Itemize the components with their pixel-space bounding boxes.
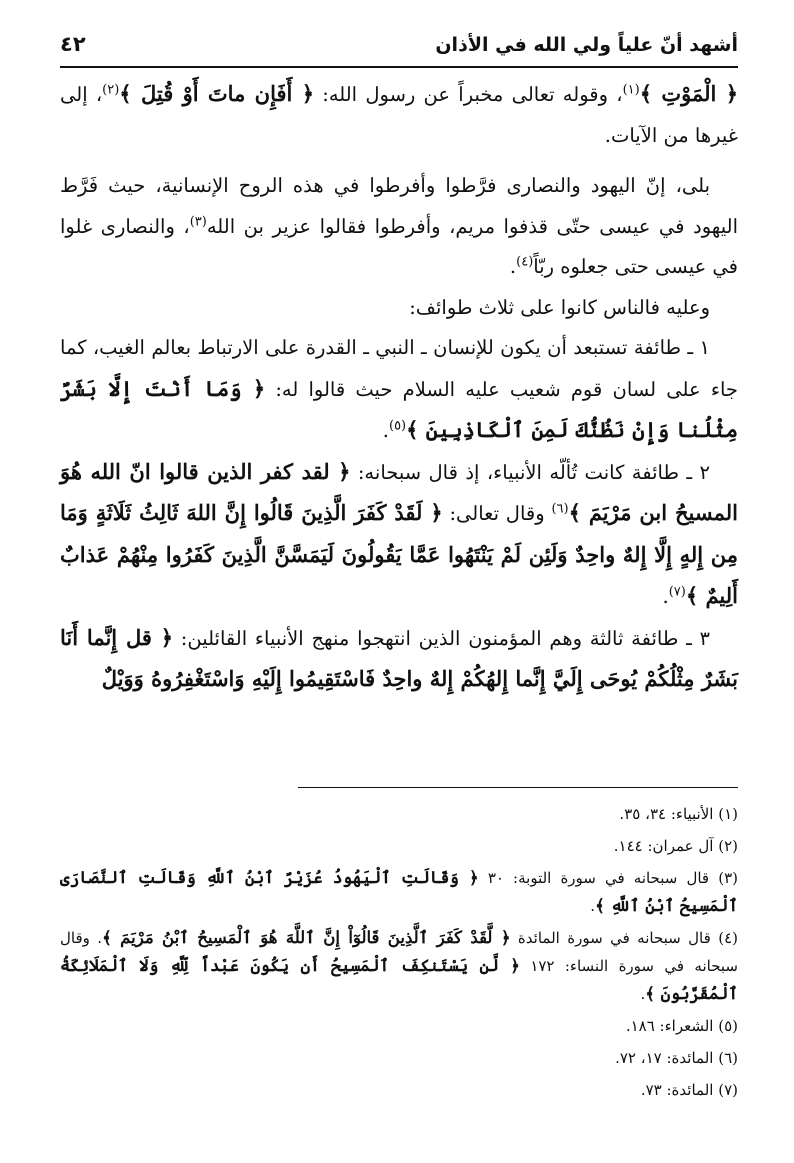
paragraph-text: وقال تعالى: xyxy=(442,502,552,525)
running-header xyxy=(60,30,738,68)
footnote-1: (١) الأنبياء: ٣٤، ٣٥. xyxy=(619,805,738,823)
quran-quote: ﴿ لَّن يَسْتَنكِفَ ٱلْمَسِيحُ أَن يَكُونَ عَبْداً لِّلَّهِ وَلَا ٱلْمَلَائِكَةُ ٱلْمُقَرَّبُونَ ﴾ xyxy=(60,956,738,1003)
footnote-text: (٤) قال سبحانه في سورة المائدة xyxy=(510,929,738,947)
footnotes xyxy=(60,800,738,1108)
main-text xyxy=(60,74,738,701)
paragraph-2 xyxy=(60,166,738,288)
footnote-6: (٦) المائدة: ١٧، ٧٢. xyxy=(615,1049,738,1067)
paragraph-text: . xyxy=(662,585,669,608)
paragraph-text: ، والنصارى غلوا في عيسى حتى جعلوه ربّاً xyxy=(60,214,738,278)
footnote-ref[interactable]: (١) xyxy=(622,82,640,98)
paragraph-text: ١ ـ طائفة تستبعد أن يكون للإنسان ـ النبي ـ القدرة على الارتباط بعالم الغيب، كما جاء على لسان قوم شعيب عليه السلام حيث قالوا له: xyxy=(60,336,738,401)
quran-quote: ﴿ أَفَإِن ماتَ أَوْ قُتِلَ ﴾ xyxy=(119,81,315,106)
header-title: أشهد أنّ علياً ولي الله في الأذان xyxy=(435,34,738,56)
quran-quote: ﴿ وَمَا أَنْتَ إِلَّا بَشَرٌ مِثْلُنا وَإِنْ نَظُنُّكَ لَمِنَ ٱلْكَاذِبِينَ ﴾ xyxy=(60,375,738,442)
paragraph-text: . xyxy=(382,419,389,442)
quran-quote: ﴿ لقد كفر الذين قالوا انّ الله هُوَ المسيحُ ابن مَرْيَمَ ﴾ xyxy=(60,458,738,525)
footnote-divider xyxy=(298,787,738,788)
paragraph-text: ٣ ـ طائفة ثالثة وهم المؤمنون الذين انتهجوا منهج الأنبياء القائلين: xyxy=(173,626,710,650)
footnote-5: (٥) الشعراء: ١٨٦. xyxy=(625,1017,738,1035)
footnote-3 xyxy=(60,864,738,920)
quran-quote: ﴿ الْمَوْتِ ﴾ xyxy=(639,81,739,106)
paragraph-1 xyxy=(60,74,738,156)
paragraph-text: ٢ ـ طائفة كانت تُألّه الأنبياء، إذ قال سبحانه: xyxy=(350,460,710,484)
paragraph-text: ، إلى غيرها من الآيات. xyxy=(60,83,738,147)
footnote-ref[interactable]: (٣) xyxy=(189,214,207,229)
footnote-ref[interactable]: (٧) xyxy=(668,584,686,600)
quran-quote: ﴿ لَّقَدْ كَفَرَ ٱلَّذِينَ قَالُوٓاْ إِنَّ ٱللَّهَ هُوَ ٱلْمَسِيحُ ٱبْنُ مَرْيَمَ ﴾ xyxy=(102,928,511,947)
footnote-4 xyxy=(60,924,738,1008)
footnote-ref[interactable]: (٦) xyxy=(551,501,569,517)
quran-quote: ﴿ وَقَالَتِ ٱلْيَهُودُ عُزَيْرٌ ٱبْنُ ٱللَّهِ وَقَالَتِ ٱلنَّصَارَى ٱلْمَسِيحُ ٱبْنُ ٱللَّهِ ﴾ xyxy=(60,868,738,915)
footnote-7: (٧) المائدة: ٧٣. xyxy=(640,1081,738,1099)
paragraph-text: ، وقوله تعالى مخبراً عن رسول الله: xyxy=(314,83,623,106)
footnote-text: . xyxy=(590,897,596,915)
paragraph-text: بلى، إنّ اليهود والنصارى فرَّطوا وأفرطوا في هذه الروح الإنسانية، حيث فَرَّط اليهود في عيسى حتّى قذفوا مريم، وأفرطوا فقالوا عزير بن الله xyxy=(60,174,738,238)
paragraph-4 xyxy=(60,328,738,452)
quran-quote: ﴿ قل إِنَّما أَنَا بَشَرٌ مِثْلُكُمْ يُوحَى إِلَيَّ إِنَّما إِلهُكُمْ إِلهٌ واحِدٌ فَاسْتَقِيمُوا إِلَيْهِ وَاسْتَغْفِرُوهُ وَوَيْلٌ xyxy=(60,624,738,691)
paragraph-6 xyxy=(60,618,738,701)
footnote-ref[interactable]: (٥) xyxy=(388,418,407,434)
footnote-ref[interactable]: (٢) xyxy=(102,82,120,98)
footnote-text: . xyxy=(640,985,646,1003)
paragraph-text: وعليه فالناس كانوا على ثلاث طوائف: xyxy=(409,295,710,319)
paragraph-text: . xyxy=(509,255,517,278)
footnote-text: . وقال سبحانه في سورة النساء: ١٧٢ xyxy=(60,929,738,975)
quran-quote: ﴿ لَقَدْ كَفَرَ الَّذِينَ قَالُوا إِنَّ اللهَ ثَالِثُ ثَلَاثَةٍ وَمَا مِن إِلهٍ إِلَّا إِلهٌ واحِدٌ وَلَئِن لَمْ يَنْتَهُوا عَمَّا يَقُولُونَ لَيَمَسَّنَّ الَّذِينَ كَفَرُوا مِنْهُمْ عَذابٌ أَلِيمٌ ﴾ xyxy=(60,500,738,608)
footnote-2: (٢) آل عمران: ١٤٤. xyxy=(613,837,738,855)
footnote-ref[interactable]: (٤) xyxy=(516,254,534,270)
book-page xyxy=(60,0,738,1163)
footnote-text: (٣) قال سبحانه في سورة التوبة: ٣٠ xyxy=(478,869,738,887)
paragraph-3 xyxy=(60,288,738,329)
paragraph-5 xyxy=(60,452,738,618)
page-number: ٤٢ xyxy=(60,32,86,56)
